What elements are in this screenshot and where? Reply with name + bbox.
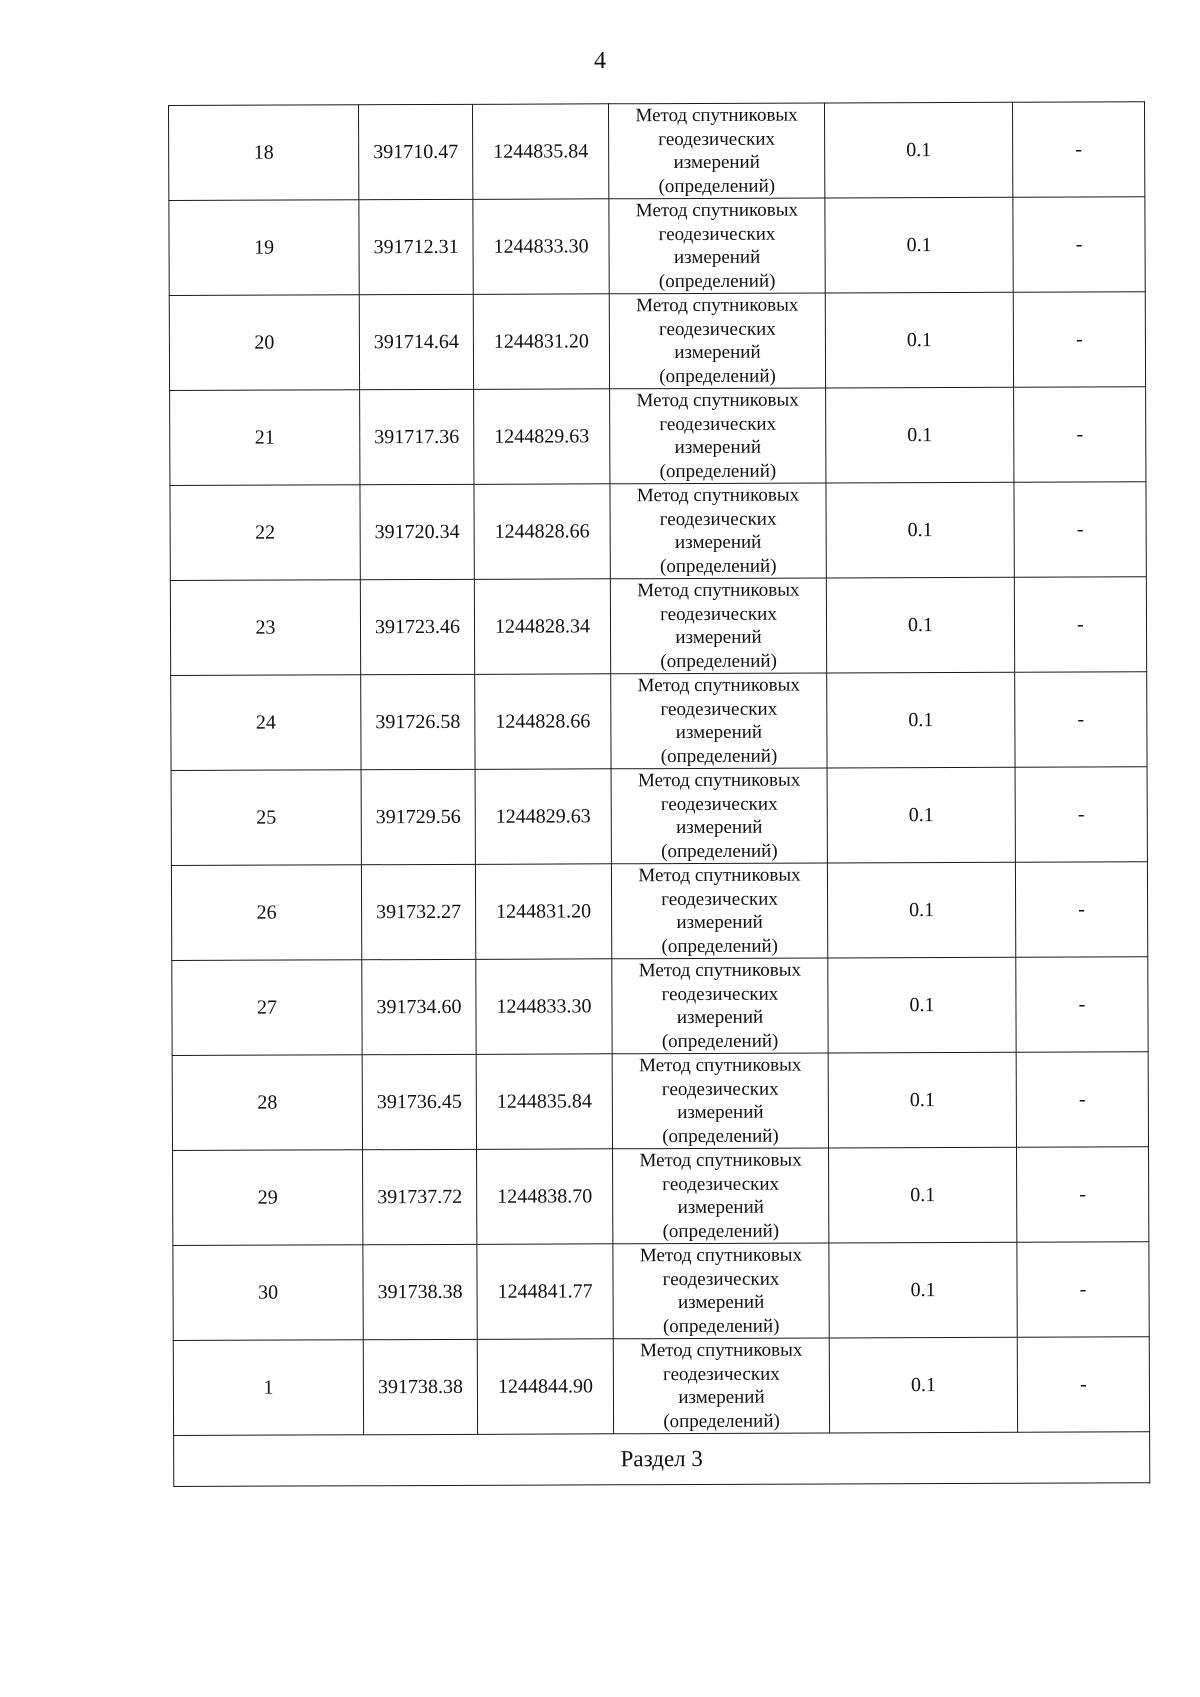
table-row bbox=[169, 292, 1145, 391]
y-coordinate-cell: 1244833.30 bbox=[473, 199, 609, 295]
y-coordinate-cell: 1244829.63 bbox=[475, 769, 611, 865]
method-cell bbox=[612, 958, 828, 1054]
method-line: геодезических bbox=[658, 128, 776, 150]
method-line: (определений) bbox=[663, 1410, 780, 1432]
table-row bbox=[170, 482, 1146, 581]
method-line: измерений bbox=[674, 341, 761, 364]
x-coordinate-cell: 391734.60 bbox=[362, 959, 476, 1054]
method-line: измерений bbox=[677, 1101, 764, 1124]
method-line: геодезических bbox=[662, 1363, 780, 1385]
method-line: (определений) bbox=[661, 840, 778, 862]
method-line: геодезических bbox=[661, 888, 778, 910]
table-row bbox=[173, 1242, 1149, 1341]
method-cell bbox=[613, 1243, 829, 1339]
note-cell: - bbox=[1016, 957, 1148, 1053]
method-line: Метод спутниковых bbox=[636, 389, 799, 412]
y-coordinate-cell: 1244838.70 bbox=[477, 1149, 613, 1245]
point-number-cell: 22 bbox=[170, 485, 360, 581]
method-line: Метод спутниковых bbox=[639, 1149, 802, 1172]
method-line: (определений) bbox=[659, 460, 777, 482]
section-title: Раздел 3 bbox=[174, 1432, 1150, 1487]
method-cell bbox=[611, 673, 827, 769]
method-line: измерений bbox=[676, 1006, 764, 1029]
point-number-cell: 20 bbox=[169, 295, 359, 391]
y-coordinate-cell: 1244833.30 bbox=[476, 959, 612, 1055]
method-line: Метод спутниковых bbox=[635, 199, 799, 222]
method-line: измерений bbox=[676, 816, 763, 839]
method-cell bbox=[610, 388, 826, 484]
method-line: измерений bbox=[677, 1291, 765, 1314]
method-cell bbox=[611, 768, 827, 864]
method-cell bbox=[610, 578, 826, 674]
method-line: измерений bbox=[675, 626, 762, 649]
method-line: геодезических bbox=[661, 1078, 779, 1100]
y-coordinate-cell: 1244828.66 bbox=[475, 674, 611, 770]
y-coordinate-cell: 1244835.84 bbox=[472, 104, 608, 200]
method-line: геодезических bbox=[658, 223, 776, 245]
x-coordinate-cell: 391738.38 bbox=[363, 1339, 477, 1434]
y-coordinate-cell: 1244828.66 bbox=[474, 484, 610, 580]
table-row bbox=[170, 387, 1146, 486]
accuracy-cell: 0.1 bbox=[827, 767, 1015, 863]
method-cell bbox=[613, 1148, 829, 1244]
point-number-cell: 24 bbox=[171, 675, 361, 771]
note-cell: - bbox=[1015, 672, 1147, 768]
x-coordinate-cell: 391712.31 bbox=[359, 199, 473, 294]
y-coordinate-cell: 1244835.84 bbox=[476, 1054, 612, 1150]
method-cell bbox=[611, 863, 827, 959]
accuracy-cell: 0.1 bbox=[829, 1242, 1017, 1338]
x-coordinate-cell: 391726.58 bbox=[361, 674, 475, 769]
x-coordinate-cell: 391738.38 bbox=[363, 1244, 477, 1339]
note-cell: - bbox=[1017, 1337, 1149, 1433]
point-number-cell: 19 bbox=[169, 200, 359, 296]
page-number: 4 bbox=[594, 48, 606, 74]
table-row bbox=[169, 102, 1145, 201]
point-number-cell: 28 bbox=[172, 1055, 362, 1151]
accuracy-cell: 0.1 bbox=[828, 957, 1016, 1053]
method-line: измерений bbox=[677, 1196, 764, 1219]
x-coordinate-cell: 391710.47 bbox=[359, 104, 473, 199]
method-line: Метод спутниковых bbox=[637, 674, 800, 697]
note-cell: - bbox=[1017, 1242, 1149, 1338]
accuracy-cell: 0.1 bbox=[826, 482, 1014, 578]
method-line: Метод спутниковых bbox=[640, 1339, 803, 1362]
note-cell: - bbox=[1014, 577, 1146, 673]
point-number-cell: 1 bbox=[173, 1340, 363, 1436]
method-cell bbox=[613, 1338, 829, 1434]
method-line: измерений bbox=[674, 531, 762, 554]
x-coordinate-cell: 391714.64 bbox=[359, 294, 473, 389]
method-line: Метод спутниковых bbox=[639, 1054, 802, 1077]
section-row bbox=[174, 1432, 1150, 1487]
method-line: (определений) bbox=[662, 1220, 780, 1242]
table-row bbox=[171, 672, 1147, 771]
y-coordinate-cell: 1244841.77 bbox=[477, 1244, 613, 1340]
method-cell bbox=[610, 483, 826, 579]
coordinates-table-body bbox=[169, 102, 1150, 1436]
note-cell: - bbox=[1017, 1147, 1149, 1243]
table-row bbox=[169, 197, 1145, 296]
method-line: Метод спутниковых bbox=[636, 294, 799, 317]
point-number-cell: 25 bbox=[171, 770, 361, 866]
note-cell: - bbox=[1016, 1052, 1148, 1148]
x-coordinate-cell: 391717.36 bbox=[360, 389, 474, 484]
x-coordinate-cell: 391729.56 bbox=[361, 769, 475, 864]
table-row bbox=[171, 767, 1147, 866]
method-line: геодезических bbox=[659, 508, 777, 530]
note-cell: - bbox=[1014, 387, 1146, 483]
method-cell bbox=[609, 198, 825, 294]
point-number-cell: 29 bbox=[173, 1150, 363, 1246]
table-row bbox=[170, 577, 1146, 676]
note-cell: - bbox=[1015, 862, 1147, 958]
table-row bbox=[173, 1147, 1149, 1246]
table-row bbox=[173, 1337, 1149, 1436]
method-line: (определений) bbox=[660, 745, 778, 767]
accuracy-cell: 0.1 bbox=[826, 387, 1014, 483]
y-coordinate-cell: 1244831.20 bbox=[473, 294, 609, 390]
method-line: (определений) bbox=[661, 1030, 779, 1052]
point-number-cell: 27 bbox=[172, 960, 362, 1056]
method-line: измерений bbox=[676, 911, 763, 934]
method-cell bbox=[608, 103, 824, 199]
method-line: (определений) bbox=[662, 1315, 780, 1337]
table-row bbox=[172, 1052, 1148, 1151]
table-row bbox=[172, 957, 1148, 1056]
method-line: Метод спутниковых bbox=[639, 1244, 803, 1267]
method-cell bbox=[609, 293, 825, 389]
method-line: Метод спутниковых bbox=[638, 864, 801, 887]
point-number-cell: 30 bbox=[173, 1245, 363, 1341]
method-line: геодезических bbox=[660, 603, 777, 625]
coordinates-table bbox=[168, 101, 1150, 1487]
accuracy-cell: 0.1 bbox=[826, 577, 1014, 673]
method-line: измерений bbox=[673, 151, 760, 174]
method-line: измерений bbox=[678, 1386, 765, 1409]
x-coordinate-cell: 391720.34 bbox=[360, 484, 474, 579]
point-number-cell: 21 bbox=[170, 390, 360, 486]
method-line: геодезических bbox=[660, 698, 778, 720]
note-cell: - bbox=[1013, 197, 1145, 293]
method-line: измерений bbox=[673, 246, 761, 269]
method-line: Метод спутниковых bbox=[636, 484, 800, 507]
y-coordinate-cell: 1244829.63 bbox=[474, 389, 610, 485]
note-cell: - bbox=[1013, 292, 1145, 388]
method-line: геодезических bbox=[659, 413, 777, 435]
note-cell: - bbox=[1014, 482, 1146, 578]
x-coordinate-cell: 391732.27 bbox=[361, 864, 475, 959]
accuracy-cell: 0.1 bbox=[829, 1147, 1017, 1243]
method-line: геодезических bbox=[661, 983, 779, 1005]
note-cell: - bbox=[1015, 767, 1147, 863]
method-line: (определений) bbox=[662, 1125, 779, 1147]
accuracy-cell: 0.1 bbox=[827, 672, 1015, 768]
method-line: (определений) bbox=[659, 555, 777, 577]
x-coordinate-cell: 391723.46 bbox=[360, 579, 474, 674]
method-line: (определений) bbox=[661, 935, 779, 957]
accuracy-cell: 0.1 bbox=[825, 197, 1013, 293]
method-line: (определений) bbox=[658, 175, 776, 197]
y-coordinate-cell: 1244828.34 bbox=[474, 579, 610, 675]
method-line: измерений bbox=[675, 721, 763, 744]
point-number-cell: 18 bbox=[169, 105, 359, 201]
method-line: измерений bbox=[674, 436, 762, 459]
method-line: Метод спутниковых bbox=[635, 104, 798, 127]
accuracy-cell: 0.1 bbox=[829, 1337, 1017, 1433]
method-line: Метод спутниковых bbox=[637, 769, 801, 792]
point-number-cell: 23 bbox=[170, 580, 360, 676]
method-line: геодезических bbox=[658, 318, 776, 340]
y-coordinate-cell: 1244831.20 bbox=[475, 864, 611, 960]
x-coordinate-cell: 391736.45 bbox=[362, 1054, 476, 1149]
y-coordinate-cell: 1244844.90 bbox=[477, 1339, 613, 1435]
method-cell bbox=[612, 1053, 828, 1149]
method-line: (определений) bbox=[660, 650, 777, 672]
accuracy-cell: 0.1 bbox=[825, 292, 1013, 388]
method-line: геодезических bbox=[660, 793, 778, 815]
method-line: геодезических bbox=[662, 1268, 780, 1290]
accuracy-cell: 0.1 bbox=[824, 102, 1012, 198]
method-line: Метод спутниковых bbox=[638, 959, 801, 982]
accuracy-cell: 0.1 bbox=[828, 1052, 1016, 1148]
method-line: Метод спутниковых bbox=[637, 579, 800, 602]
accuracy-cell: 0.1 bbox=[827, 862, 1015, 958]
method-line: геодезических bbox=[662, 1173, 780, 1195]
x-coordinate-cell: 391737.72 bbox=[363, 1149, 477, 1244]
note-cell: - bbox=[1012, 102, 1144, 198]
point-number-cell: 26 bbox=[171, 865, 361, 961]
table-row bbox=[171, 862, 1147, 961]
method-line: (определений) bbox=[658, 270, 776, 292]
method-line: (определений) bbox=[659, 365, 776, 387]
